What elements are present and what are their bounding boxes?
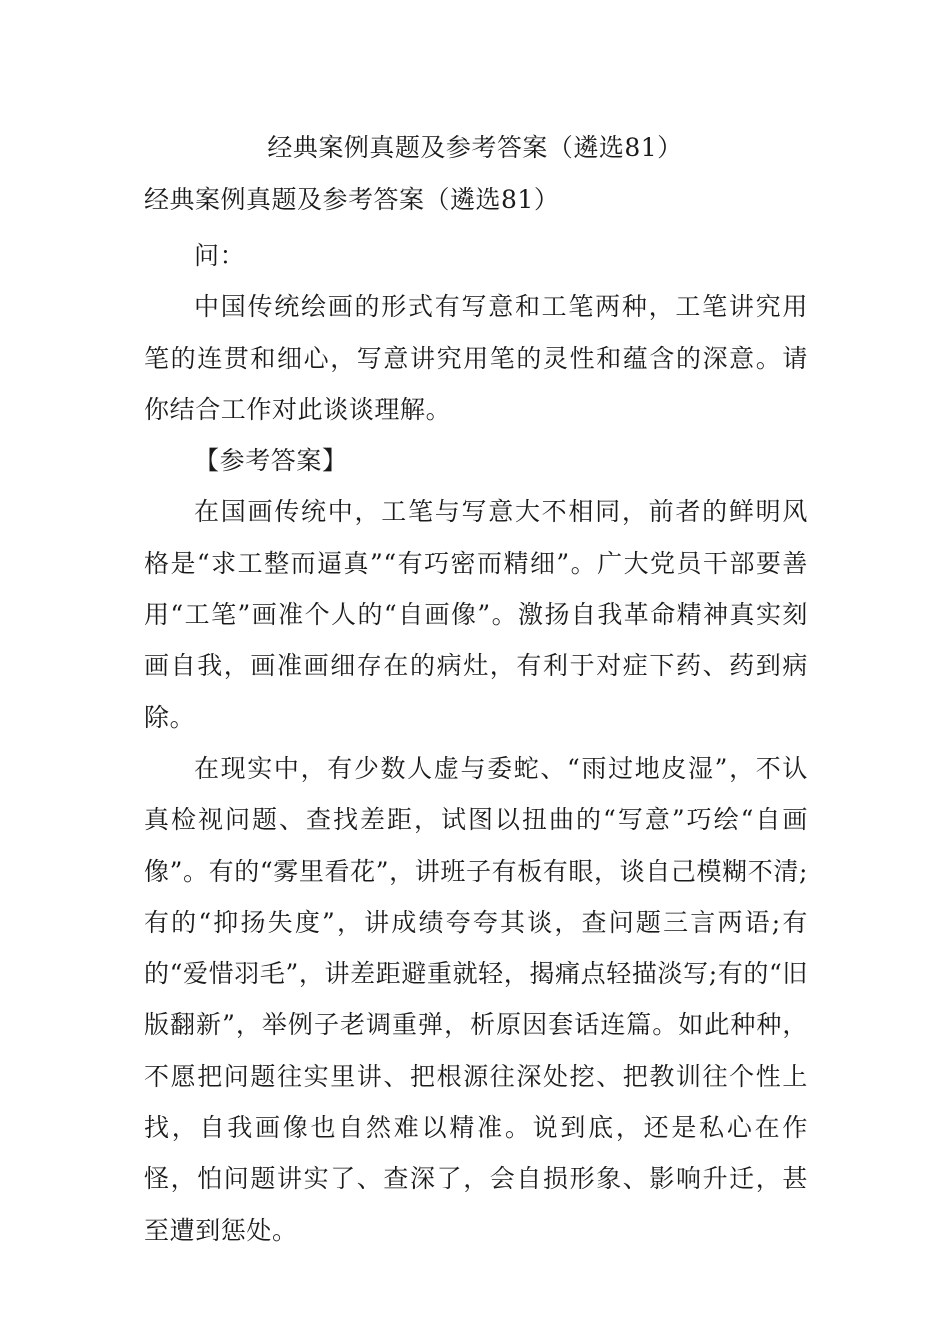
- answer-heading: 【参考答案】: [194, 446, 348, 476]
- question-label: 问：: [194, 241, 246, 270]
- document-subtitle: 经典案例真题及参考答案（遴选81）: [144, 185, 560, 214]
- answer-paragraph-1: 在国画传统中，工笔与写意大不相同，前者的鲜明风格是“求工整而逼真”“有巧密而精细”。广大党员干部要善用“工笔”画准个人的“自画像”。激扬自我革命精神真实刻画自我，画准画细存在的病灶，有利于对症下药、药到病除。: [144, 497, 808, 732]
- answer-paragraph-2: 在现实中，有少数人虚与委蛇、“雨过地皮湿”，不认真检视问题、查找差距，试图以扭曲的“写意”巧绘“自画像”。有的“雾里看花”，讲班子有板有眼，谈自己模糊不清;有的“抑扬失度”，讲成绩夸夸其谈，查问题三言两语;有的“爱惜羽毛”，讲差距避重就轻，揭痛点轻描淡写;有的“旧版翻新”，举例子老调重弹，析原因套话连篇。如此种种，不愿把问题往实里讲、把根源往深处挖、把教训往个性上找，自我画像也自然难以精准。说到底，还是私心在作怪，怕问题讲实了、查深了，会自损形象、影响升迁，甚至遭到惩处。: [144, 753, 808, 1245]
- question-paragraph: 中国传统绘画的形式有写意和工笔两种，工笔讲究用笔的连贯和细心，写意讲究用笔的灵性和蕴含的深意。请你结合工作对此谈谈理解。: [144, 292, 808, 424]
- document-body: [144, 230, 808, 1256]
- document-title: 经典案例真题及参考答案（遴选81）: [267, 133, 683, 162]
